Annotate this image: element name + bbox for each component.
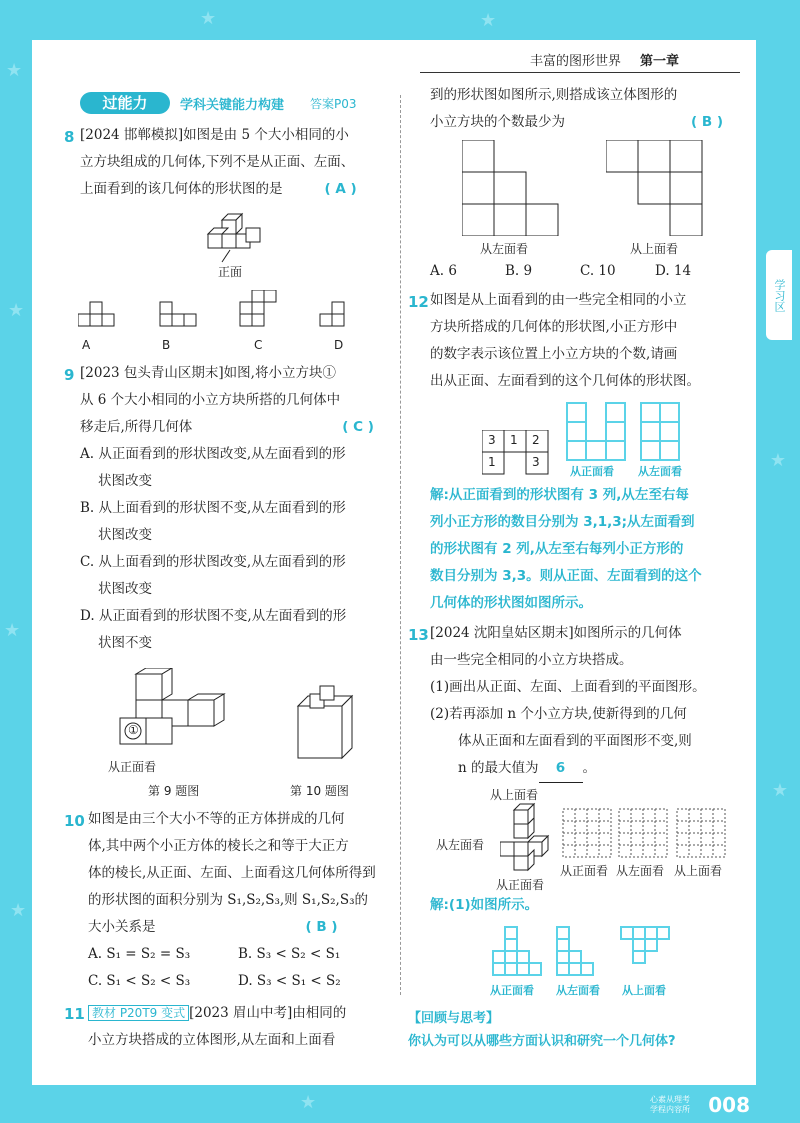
star-decoration: ★ — [769, 450, 786, 471]
option-text: 状图改变 — [98, 527, 152, 543]
answer-mark: ( B ) — [305, 919, 338, 935]
top-view-caption: 从上面看 — [630, 242, 679, 256]
subject-title: 丰富的图形世界 — [530, 54, 622, 69]
option-text: D. 从正面看到的形状图不变,从左面看到的形 — [80, 608, 347, 624]
q11-top-view — [606, 140, 706, 236]
textbook-tag: 教材 P20T9 变式 — [88, 1005, 189, 1021]
text-line: n 的最大值为 — [458, 760, 539, 776]
footer-mini-line: 学程内容所 — [650, 1105, 690, 1114]
question-number: 9 — [64, 366, 75, 384]
grid-caption: 从左面看 — [616, 864, 665, 878]
front-view-label: 从正面看 — [108, 760, 157, 774]
left-border — [0, 0, 32, 1123]
option-label: D — [334, 338, 344, 352]
left-view-caption: 从左面看 — [480, 242, 529, 256]
page-number: 008 — [708, 1093, 750, 1117]
text-line: 立方块组成的几何体,下列不是从正面、左面、 — [80, 154, 355, 170]
question-9-text — [80, 360, 395, 657]
section-banner — [80, 92, 400, 114]
question-8-text — [80, 122, 395, 203]
text-line: 移走后,所得几何体 — [80, 419, 193, 435]
grid-caption: 从正面看 — [560, 864, 609, 878]
side-tab: 学习区 — [766, 250, 792, 340]
grid-cell: 3 — [488, 433, 496, 447]
text-line: 从 6 个大小相同的小立方块所搭的几何体中 — [80, 392, 341, 408]
option-text: 状图改变 — [98, 581, 152, 597]
fig9-caption: 第 9 题图 — [148, 784, 200, 798]
option-text: A. 6 — [430, 263, 457, 279]
q9-solid-figure — [108, 668, 258, 768]
text-line: 上面看到的该几何体的形状图的是 — [80, 181, 283, 197]
text-line: (1)画出从正面、左面、上面看到的平面图形。 — [430, 679, 706, 695]
answer-mark: ( C ) — [342, 419, 374, 435]
question-number: 12 — [408, 293, 429, 311]
option-text: C. 10 — [580, 263, 616, 279]
text-line: 出从正面、左面看到的这个几何体的形状图。 — [430, 373, 700, 389]
header-rule — [420, 72, 740, 73]
column-divider — [400, 95, 401, 995]
option-label: C — [254, 338, 263, 352]
review-heading: 【回顾与思考】 — [408, 1011, 500, 1026]
answer-caption: 从左面看 — [556, 984, 600, 997]
answer-mark: ( A ) — [324, 181, 357, 197]
option-text: B. 从上面看到的形状图不变,从左面看到的形 — [80, 500, 346, 516]
q13-top-answer — [620, 926, 670, 976]
left-view-caption: 从左面看 — [638, 465, 682, 478]
right-border — [756, 0, 800, 1123]
q12-front-view-answer — [566, 402, 626, 462]
text-line: 的形状图的面积分别为 S₁,S₂,S₃,则 S₁,S₂,S₃的 — [88, 892, 368, 908]
dotted-grid — [676, 808, 726, 858]
answer-caption: 从上面看 — [622, 984, 666, 997]
star-decoration: ★ — [771, 780, 788, 801]
question-number: 8 — [64, 128, 75, 146]
top-view-label: 从上面看 — [490, 788, 539, 802]
solution-line: 数目分别为 3,3。则从正面、左面看到的这个 — [430, 568, 702, 584]
q13-left-answer — [556, 926, 596, 976]
text-line: 的数字表示该位置上小立方块的个数,请画 — [430, 346, 678, 362]
text-line: 小立方块的个数最少为 — [430, 114, 565, 130]
q13-solid-figure — [500, 802, 560, 874]
dotted-grid — [562, 808, 612, 858]
question-12-solution — [430, 482, 745, 617]
text-line: 方块所搭成的几何体的形状图,小正方形中 — [430, 319, 678, 335]
text-line: (2)若再添加 n 个小立方块,使新得到的几何 — [430, 706, 687, 722]
grid-cell: 3 — [532, 455, 540, 469]
option-label: A — [82, 338, 91, 352]
solution-line: 解:从正面看到的形状图有 3 列,从左至右每 — [430, 487, 689, 503]
answer-caption: 从正面看 — [490, 984, 534, 997]
star-decoration: ★ — [480, 10, 497, 31]
circle-label: ① — [128, 723, 139, 737]
text-line: 大小关系是 — [88, 919, 156, 935]
q13-front-answer — [492, 926, 542, 976]
text-line: [2023 眉山中考]由相同的 — [189, 1005, 347, 1021]
top-border — [0, 0, 800, 40]
q11-left-view — [462, 140, 562, 236]
footer-mini-line: 心素从理考 — [650, 1095, 690, 1104]
text-line: [2023 包头青山区期末]如图,将小立方块① — [80, 365, 336, 381]
option-text: B. S₃ < S₂ < S₁ — [238, 946, 341, 962]
option-text: C. 从上面看到的形状图改变,从左面看到的形 — [80, 554, 346, 570]
text-line: 体从正面和左面看到的平面图形不变,则 — [458, 733, 692, 749]
option-text: C. S₁ < S₂ < S₃ — [88, 973, 191, 989]
footer-mini-text — [650, 1095, 690, 1115]
solution-line: 几何体的形状图如图所示。 — [430, 595, 592, 611]
text-line: 到的形状图如图所示,则搭成该立体图形的 — [430, 87, 678, 103]
question-13-solution: 解:(1)如图所示。 — [430, 897, 539, 913]
grid-caption: 从上面看 — [674, 864, 723, 878]
star-decoration: ★ — [10, 900, 27, 921]
star-decoration: ★ — [6, 60, 23, 81]
option-text: A. S₁ = S₂ = S₃ — [88, 946, 191, 962]
question-11-continued — [430, 82, 745, 136]
question-number: 10 — [64, 812, 85, 830]
review-question: 你认为可以从哪些方面认识和研究一个几何体? — [408, 1034, 676, 1049]
banner-answer-ref: 答案P03 — [310, 97, 357, 111]
front-label: 正面 — [218, 265, 243, 279]
fig10-caption: 第 10 题图 — [290, 784, 349, 798]
question-10-text — [88, 806, 398, 995]
option-label: B — [162, 338, 171, 352]
text-line: 体,其中两个小正方体的棱长之和等于大正方 — [88, 838, 349, 854]
grid-cell: 1 — [510, 433, 518, 447]
star-decoration: ★ — [200, 8, 217, 29]
text-line: 小立方块搭成的立体图形,从左面和上面看 — [88, 1032, 336, 1048]
option-text: D. S₃ < S₁ < S₂ — [238, 973, 341, 989]
solution-line: 列小正方形的数目分别为 3,1,3;从左面看到 — [430, 514, 695, 530]
option-text: 状图改变 — [98, 473, 152, 489]
star-decoration: ★ — [8, 300, 25, 321]
text-line: 。 — [582, 760, 596, 776]
question-13-text — [430, 620, 750, 783]
text-line: 如图是由三个大小不等的正方体拼成的几何 — [88, 811, 345, 827]
question-number: 13 — [408, 626, 429, 644]
left-view-label: 从左面看 — [436, 838, 485, 852]
text-line: 由一些完全相同的小立方块搭成。 — [430, 652, 633, 668]
text-line: [2024 邯郸模拟]如图是由 5 个大小相同的小 — [80, 127, 349, 143]
banner-title: 过能力 — [80, 92, 170, 114]
solution-line: 的形状图有 2 列,从左至右每列小正方形的 — [430, 541, 684, 557]
front-view-caption: 从正面看 — [570, 465, 614, 478]
q11-options — [430, 258, 745, 285]
star-decoration: ★ — [4, 620, 21, 641]
q8-options-figure — [78, 290, 378, 332]
banner-subtitle: 学科关键能力构建 — [180, 98, 285, 113]
question-12-text — [430, 287, 745, 395]
text-line: 体的棱长,从正面、左面、上面看这几何体所得到 — [88, 865, 376, 881]
q10-solid-figure — [296, 684, 356, 764]
q12-left-view-answer — [640, 402, 682, 462]
question-11-text — [88, 1000, 398, 1054]
option-text: 状图不变 — [98, 635, 152, 651]
option-text: D. 14 — [655, 263, 692, 279]
text-line: 如图是从上面看到的由一些完全相同的小立 — [430, 292, 687, 308]
grid-cell: 2 — [532, 433, 540, 447]
text-line: [2024 沈阳皇姑区期末]如图所示的几何体 — [430, 625, 682, 641]
chapter-title: 第一章 — [640, 54, 680, 69]
option-text: B. 9 — [505, 263, 533, 279]
answer-mark: ( B ) — [691, 114, 724, 130]
dotted-grid — [618, 808, 668, 858]
option-text: A. 从正面看到的形状图改变,从左面看到的形 — [80, 446, 346, 462]
star-decoration: ★ — [300, 1092, 317, 1113]
grid-cell: 1 — [488, 455, 496, 469]
blank-answer: 6 — [539, 755, 583, 783]
front-view-label: 从正面看 — [496, 878, 545, 892]
question-number: 11 — [64, 1005, 85, 1023]
